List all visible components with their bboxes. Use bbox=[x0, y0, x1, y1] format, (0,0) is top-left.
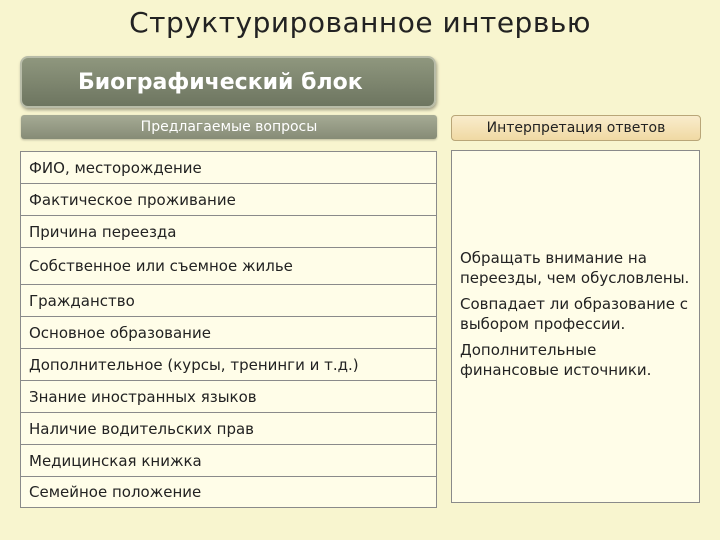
question-item: Гражданство bbox=[20, 284, 437, 316]
interpretation-item: Дополнительные финансовые источники. bbox=[460, 341, 652, 379]
questions-list bbox=[20, 151, 437, 508]
block-title: Биографический блок bbox=[20, 56, 436, 108]
question-item: Наличие водительских прав bbox=[20, 412, 437, 444]
question-item: Семейное положение bbox=[20, 476, 437, 508]
question-item: Фактическое проживание bbox=[20, 183, 437, 215]
question-item: Причина переезда bbox=[20, 215, 437, 247]
interpretation-item: Совпадает ли образование с выбором профессии. bbox=[460, 295, 689, 333]
interpretation-column-header: Интерпретация ответов bbox=[451, 115, 701, 141]
page-title: Структурированное интервью bbox=[129, 6, 591, 39]
question-item: Основное образование bbox=[20, 316, 437, 348]
interpretation-item: Обращать внимание на переезды, чем обусловлены. bbox=[460, 249, 690, 287]
question-item: Собственное или съемное жилье bbox=[20, 247, 437, 284]
questions-column-header: Предлагаемые вопросы bbox=[21, 115, 437, 139]
question-item: Знание иностранных языков bbox=[20, 380, 437, 412]
question-item: ФИО, месторождение bbox=[20, 151, 437, 183]
question-item: Медицинская книжка bbox=[20, 444, 437, 476]
interpretation-box bbox=[451, 150, 700, 503]
question-item: Дополнительное (курсы, тренинги и т.д.) bbox=[20, 348, 437, 380]
